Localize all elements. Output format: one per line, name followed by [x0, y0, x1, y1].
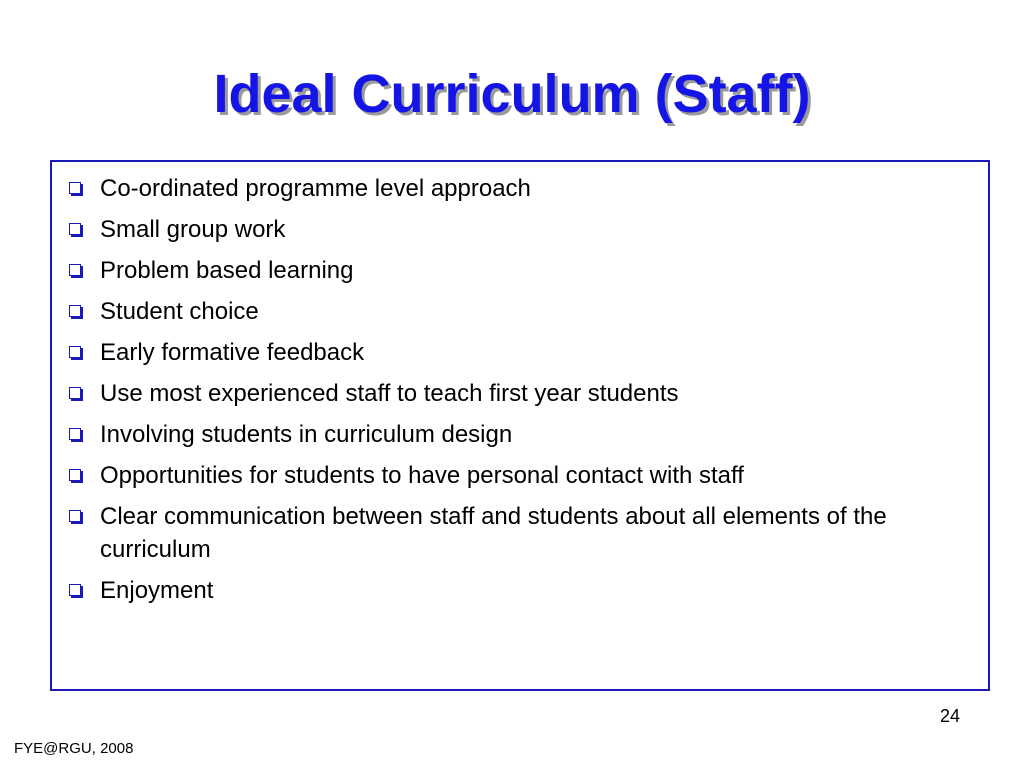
hollow-square-bullet-icon	[69, 469, 81, 481]
hollow-square-bullet-icon	[69, 510, 81, 522]
hollow-square-bullet-icon	[69, 584, 81, 596]
list-item	[52, 377, 988, 410]
hollow-square-bullet-icon	[69, 305, 81, 317]
list-item-text: Involving students in curriculum design	[100, 421, 513, 448]
list-item-text: Small group work	[100, 216, 286, 243]
list-item-text: Enjoyment	[100, 577, 214, 604]
list-item	[52, 459, 988, 492]
content-box	[50, 160, 990, 691]
list-item-text: Student choice	[100, 298, 259, 325]
hollow-square-bullet-icon	[69, 428, 81, 440]
bullet-list	[52, 172, 988, 615]
hollow-square-bullet-icon	[69, 182, 81, 194]
list-item	[52, 418, 988, 451]
list-item	[52, 254, 988, 287]
hollow-square-bullet-icon	[69, 264, 81, 276]
list-item	[52, 213, 988, 246]
list-item-text: Co-ordinated programme level approach	[100, 175, 531, 202]
hollow-square-bullet-icon	[69, 346, 81, 358]
hollow-square-bullet-icon	[69, 387, 81, 399]
list-item-text: Problem based learning	[100, 257, 354, 284]
list-item	[52, 574, 988, 607]
slide-title: Ideal Curriculum (Staff)	[213, 64, 811, 124]
hollow-square-bullet-icon	[69, 223, 81, 235]
list-item-text: Opportunities for students to have personal contact with staff	[100, 462, 744, 489]
list-item	[52, 295, 988, 328]
list-item	[52, 336, 988, 369]
list-item-text: Early formative feedback	[100, 339, 365, 366]
footer-text: FYE@RGU, 2008	[14, 740, 134, 757]
list-item	[52, 500, 988, 566]
list-item-text: Use most experienced staff to teach first year students	[100, 380, 679, 407]
list-item-text: Clear communication between staff and students about all elements of the curriculum	[100, 503, 887, 563]
page-number: 24	[939, 706, 961, 726]
list-item	[52, 172, 988, 205]
